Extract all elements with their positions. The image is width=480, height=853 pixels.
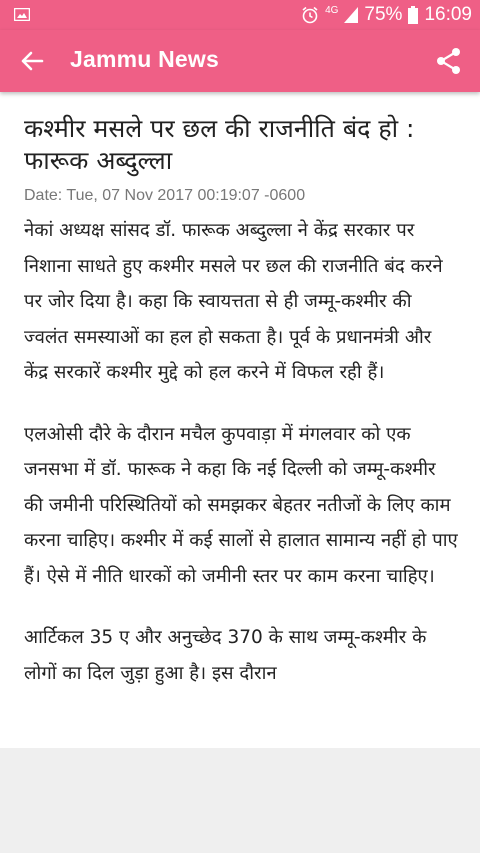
article-paragraph: आर्टिकल 35 ए और अनुच्छेद 370 के साथ जम्मू-कश्मीर के लोगों का दिल जुड़ा हुआ है। इस दौरान [24,627,427,684]
article [24,113,460,717]
network-type: 4G [325,5,339,16]
clock: 16:09 [424,4,472,25]
signal-icon [344,7,358,23]
battery-percent: 75% [364,4,403,25]
status-bar [0,0,480,30]
article-paragraph: नेकां अध्यक्ष सांसद डॉ. फारूक अब्दुल्ला ने केंद्र सरकार पर निशाना साधते हुए कश्मीर मसले पर छल की राजनीति बंद करने पर जोर दिया है। कहा कि स्वायत्तता से ही जम्मू-कश्मीर की ज्वलंत समस्याओं का हल हो सकता है। पूर्व के प्रधानमंत्री और केंद्र सरकारें कश्मीर मुद्दे को हल करने में विफल रही हैं। [24,220,443,383]
app-bar [0,30,480,92]
article-date: Date: Tue, 07 Nov 2017 00:19:07 -0600 [24,187,306,204]
alarm-icon [301,6,319,24]
battery-icon [408,6,418,24]
status-right-group [301,0,472,30]
article-body [24,213,460,691]
article-headline: कश्मीर मसले पर छल की राजनीति बंद हो : फारूक अब्दुल्ला [24,114,415,175]
app-title: Jammu News [70,46,220,72]
back-arrow-icon[interactable] [18,47,46,75]
bottom-overlay [0,748,480,853]
share-icon[interactable] [436,47,462,75]
article-paragraph: एलओसी दौरे के दौरान मचैल कुपवाड़ा में मंगलवार को एक जनसभा में डॉ. फारूक ने कहा कि नई दिल्ली को जम्मू-कश्मीर की जमीनी परिस्थितियों को समझकर बेहतर नतीजों के लिए काम करना चाहिए। कश्मीर में कई सालों से हालात सामान्य नहीं हो पाए हैं। ऐसे में नीति धारकों को जमीनी स्तर पर काम करना चाहिए। [24,423,458,587]
image-notification-icon [14,8,30,21]
